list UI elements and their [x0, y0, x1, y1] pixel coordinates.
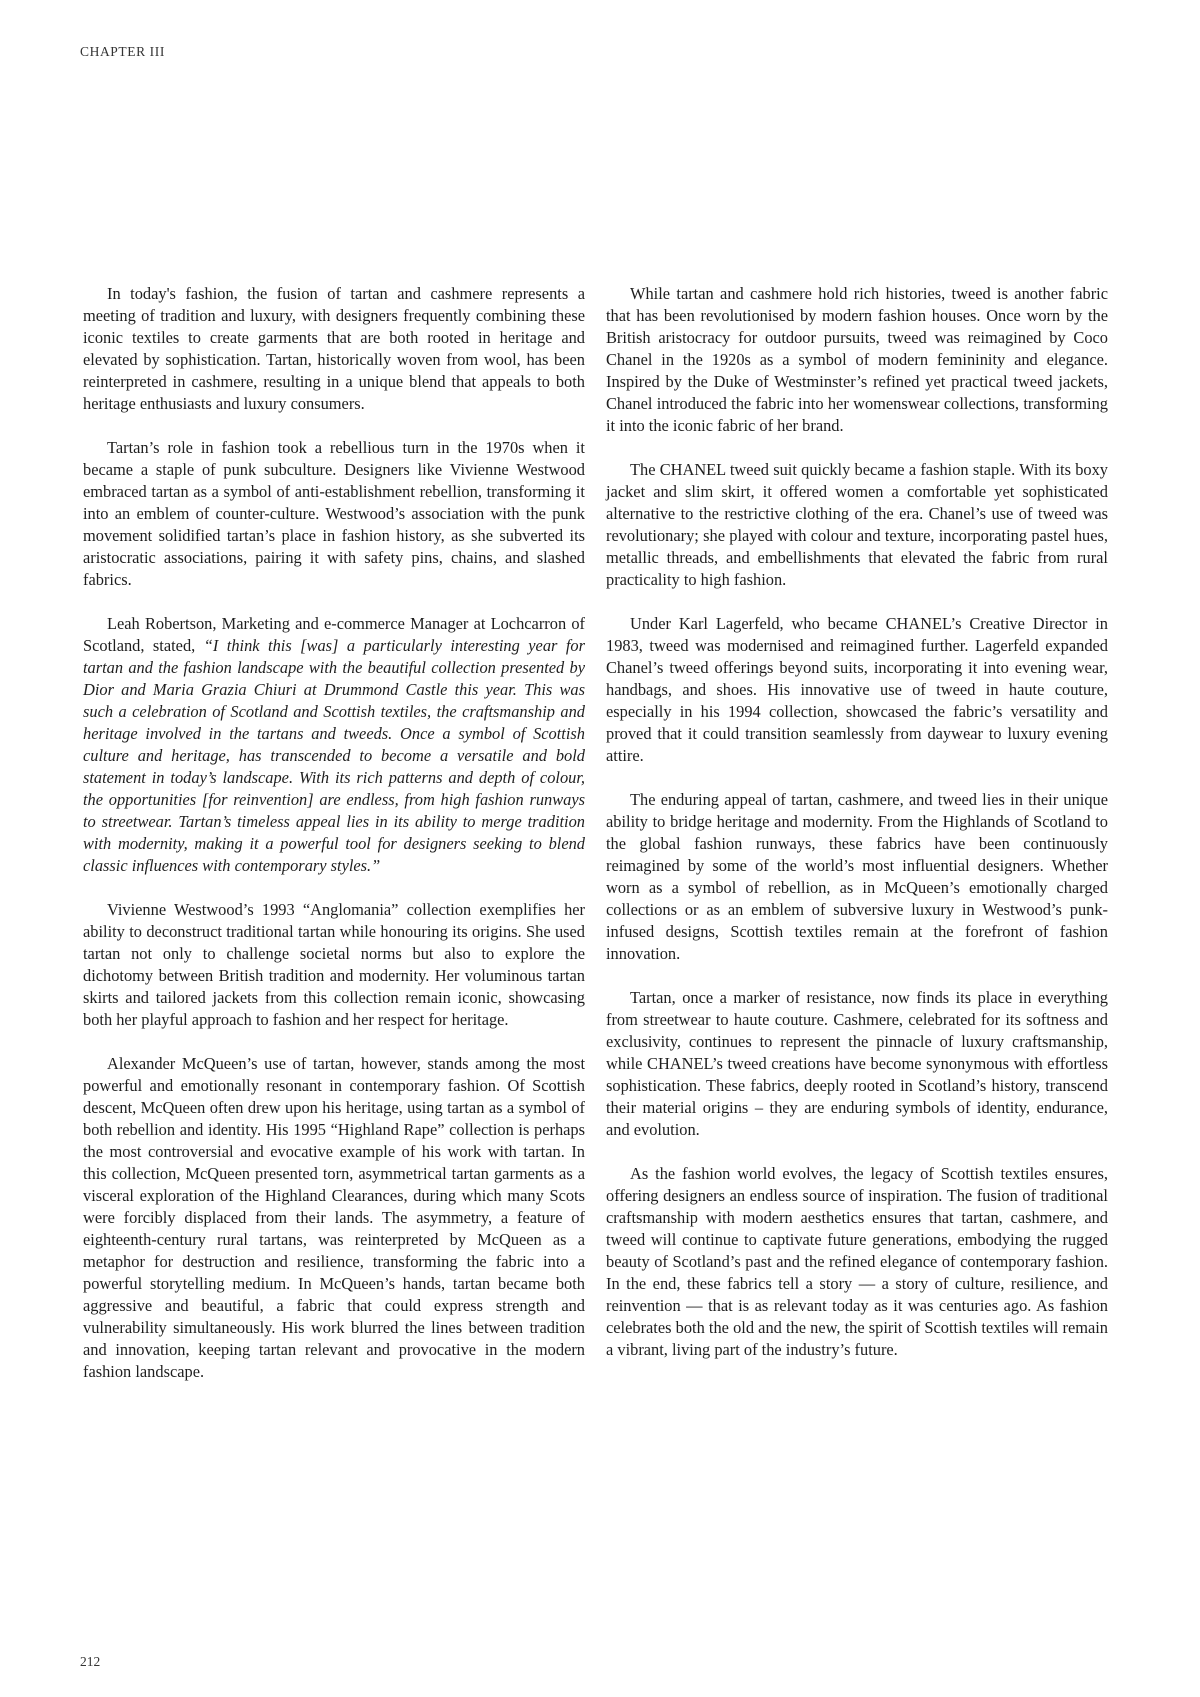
right-column [606, 283, 1108, 1383]
paragraph-tweed-chanel: While tartan and cashmere hold rich histories, tweed is another fabric that has been revolutionised by modern fashion houses. Once worn by the British aristocracy for outdoor pursuits, tweed was reimagined by Coco Chanel in the 1920s as a symbol of modern femininity and elegance. Inspired by the Duke of Westminster’s refined yet practical tweed jackets, Chanel introduced the fabric into her womenswear collections, transforming it into the iconic fabric of her brand. [606, 284, 1108, 435]
left-column [83, 283, 585, 1405]
quote-text: “I think this [was] a particularly interesting year for tartan and the fashion landscape with the beautiful collection presented by Dior and Maria Grazia Chiuri at Drummond Castle this year. This was such a celebration of Scotland and Scottish textiles, the craftsmanship and heritage involved in the tartans and tweeds. Once a symbol of Scottish culture and heritage, has transcended to become a versatile and bold statement in today’s landscape. With its rich patterns and depth of colour, the opportunities [for reinvention] are endless, from high fashion runways to streetwear. Tartan’s timeless appeal lies in its ability to merge tradition with modernity, making it a powerful tool for designers seeking to blend classic influences with contemporary styles.” [83, 636, 585, 875]
paragraph-punk-subculture: Tartan’s role in fashion took a rebellious turn in the 1970s when it became a staple of punk subculture. Designers like Vivienne Westwood embraced tartan as a symbol of anti-establishment rebellion, transforming it into an emblem of counter-culture. Westwood’s association with the punk movement solidified tartan’s place in fashion history, as she subverted its aristocratic associations, pairing it with safety pins, chains, and slashed fabrics. [83, 438, 585, 589]
paragraph-lagerfeld: Under Karl Lagerfeld, who became CHANEL’s Creative Director in 1983, tweed was modernised and reimagined further. Lagerfeld expanded Chanel’s tweed offerings beyond suits, incorporating it into evening wear, handbags, and shoes. His innovative use of tweed in haute couture, especially in his 1994 collection, showcased the fabric’s versatility and proved that it could transition seamlessly from daywear to luxury evening attire. [606, 614, 1108, 765]
paragraph-tartan-cashmere-fusion: In today's fashion, the fusion of tartan and cashmere represents a meeting of tradition and luxury, with designers frequently combining these iconic textiles to create garments that are both rooted in heritage and elevated by sophistication. Tartan, historically woven from wool, has been reinterpreted in cashmere, resulting in a unique blend that appeals to both heritage enthusiasts and luxury consumers. [83, 284, 585, 413]
page-number: 212 [80, 1654, 101, 1669]
paragraph-chanel-suit: The CHANEL tweed suit quickly became a fashion staple. With its boxy jacket and slim skirt, it offered women a comfortable yet sophisticated alternative to the restrictive clothing of the era. Chanel’s use of tweed was revolutionary; she played with colour and texture, incorporating pastel hues, metallic threads, and embellishments that elevated the fabric from rural practicality to high fashion. [606, 460, 1108, 589]
paragraph-enduring-appeal: The enduring appeal of tartan, cashmere, and tweed lies in their unique ability to bridge heritage and modernity. From the Highlands of Scotland to the global fashion runways, these fabrics have been continuously reimagined by some of the world’s most influential designers. Whether worn as a symbol of rebellion, as in McQueen’s emotionally charged collections or as an emblem of subversive luxury in Westwood’s punk-infused designs, Scottish textiles remain at the forefront of fashion innovation. [606, 790, 1108, 963]
paragraph-mcqueen: Alexander McQueen’s use of tartan, however, stands among the most powerful and emotionally resonant in contemporary fashion. Of Scottish descent, McQueen often drew upon his heritage, using tartan as a symbol of both rebellion and identity. His 1995 “Highland Rape” collection is perhaps the most controversial and evocative example of his work with tartan. In this collection, McQueen presented torn, asymmetrical tartan garments as a visceral exploration of the Highland Clearances, during which many Scots were forcibly displaced from their lands. The asymmetry, a feature of eighteenth-century rural tartans, was reinterpreted by McQueen as a metaphor for destruction and resilience, transforming the fabric into a powerful storytelling medium. In McQueen’s hands, tartan became both aggressive and beautiful, a fabric that could express strength and vulnerability simultaneously. His work blurred the lines between tradition and innovation, keeping tartan relevant and provocative in the modern fashion landscape. [83, 1054, 585, 1381]
paragraph-anglomania: Vivienne Westwood’s 1993 “Anglomania” collection exemplifies her ability to deconstruct traditional tartan while honouring its origins. She used tartan not only to challenge societal norms but also to explore the dichotomy between British tradition and modernity. Her voluminous tartan skirts and tailored jackets from this collection remain iconic, showcasing both her playful approach to fashion and her respect for heritage. [83, 900, 585, 1029]
paragraph-legacy: As the fashion world evolves, the legacy of Scottish textiles ensures, offering designers an endless source of inspiration. The fusion of traditional craftsmanship with modern aesthetics ensures that tartan, cashmere, and tweed will continue to captivate future generations, embodying the rugged beauty of Scotland’s past and the refined elegance of contemporary fashion. In the end, these fabrics tell a story — a story of culture, resilience, and reinvention — that is as relevant today as it was centuries ago. As fashion celebrates both the old and the new, the spirit of Scottish textiles will remain a vibrant, living part of the industry’s future. [606, 1164, 1108, 1359]
quote-attribution: Leah Robertson, Marketing and e-commerce Manager at Lochcarron of Scotland, stated, [83, 614, 585, 655]
chapter-header: CHAPTER III [80, 44, 165, 59]
paragraph-resistance-to-couture: Tartan, once a marker of resistance, now finds its place in everything from streetwear to haute couture. Cashmere, celebrated for its softness and exclusivity, continues to represent the pinnacle of luxury craftsmanship, while CHANEL’s tweed creations have become synonymous with effortless sophistication. These fabrics, deeply rooted in Scotland’s history, transcend their material origins – they are enduring symbols of identity, endurance, and evolution. [606, 988, 1108, 1139]
paragraph-leah-robertson-quote [83, 613, 585, 877]
